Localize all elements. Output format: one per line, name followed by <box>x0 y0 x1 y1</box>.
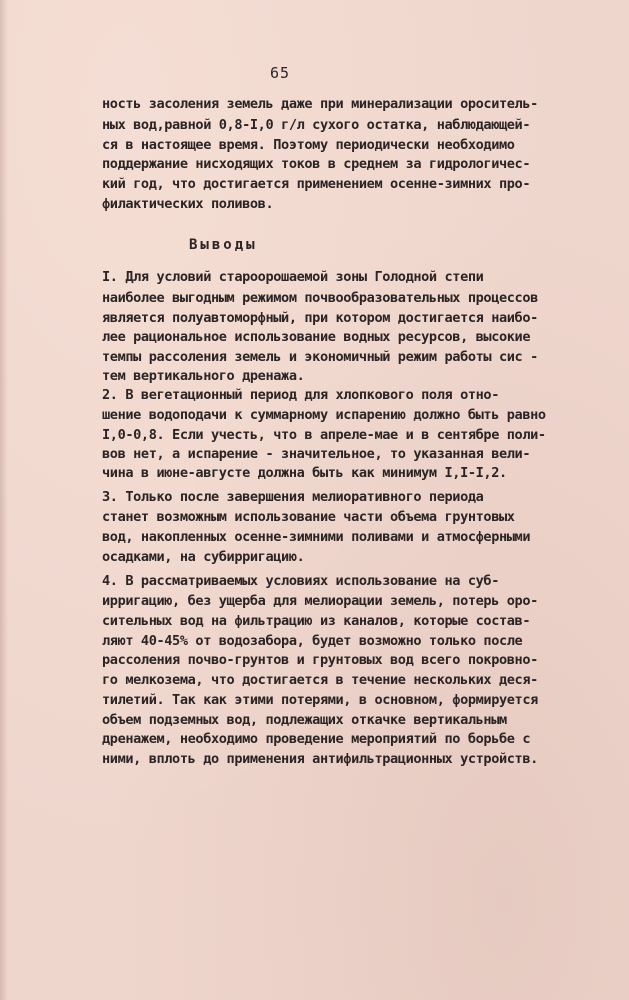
conclusion-line: чина в июне-августе должна быть как минимум I,I-I,2. <box>102 465 507 481</box>
conclusion-line: ирригацию, без ущерба для мелиорации земель, потерь оро- <box>102 593 538 609</box>
page-number: 65 <box>270 64 291 82</box>
conclusion-line: сительных вод на фильтрацию из каналов, которые состав- <box>102 613 531 629</box>
page-edge-shadow <box>0 0 8 1000</box>
conclusion-line: лее рациональное использование водных ресурсов, высокие <box>102 329 531 345</box>
conclusion-line: I,0-0,8. Если учесть, что в апреле-мае и в сентябре поли- <box>102 427 546 443</box>
conclusion-line: осадками, на субирригацию. <box>102 549 305 565</box>
intro-line: кий год, что достигается применением осенне-зимних про- <box>102 176 531 192</box>
conclusion-line: дренажем, необходимо проведение мероприятий по борьбе с <box>102 731 531 747</box>
conclusion-line: 4. В рассматриваемых условиях использование на суб- <box>102 573 499 589</box>
intro-line: ных вод,равной 0,8-I,0 г/л сухого остатка, наблюдающей- <box>102 117 531 133</box>
conclusion-line: ними, вплоть до применения антифильтрационных устройств. <box>102 751 538 767</box>
conclusion-line: станет возможным использование части объема грунтовых <box>102 509 515 525</box>
conclusion-line: I. Для условий староорошаемой зоны Голодной степи <box>102 269 484 285</box>
conclusion-line: 2. В вегетационный период для хлопкового поля отно- <box>102 387 499 403</box>
conclusion-line: темпы рассоления земель и экономичный режим работы сис - <box>102 349 538 365</box>
conclusion-line: наиболее выгодным режимом почвообразовательных процессов <box>102 290 538 306</box>
conclusion-line: вод, накопленных осенне-зимними поливами и атмосферными <box>102 529 531 545</box>
intro-line: поддержание нисходящих токов в среднем за гидрологичес- <box>102 156 531 172</box>
section-heading: Выводы <box>189 237 258 253</box>
conclusion-line: го мелкозема, что достигается в течение нескольких деся- <box>102 672 538 688</box>
conclusion-line: 3. Только после завершения мелиоративного периода <box>102 489 484 505</box>
conclusion-line: шение водоподачи к суммарному испарению должно быть равно <box>102 407 546 423</box>
conclusion-line: вов нет, а испарение - значительное, то указанная вели- <box>102 446 531 462</box>
conclusion-line: рассоления почво-грунтов и грунтовых вод всего покровно- <box>102 652 538 668</box>
conclusion-line: тем вертикального дренажа. <box>102 368 305 384</box>
conclusion-line: ляют 40-45% от водозабора, будет возможно только после <box>102 633 523 649</box>
intro-line: ность засоления земель даже при минерализации ороситель- <box>102 96 538 112</box>
intro-line: филактических поливов. <box>102 196 274 212</box>
conclusion-line: тилетий. Так как этими потерями, в основном, формируется <box>102 692 538 708</box>
conclusion-line: является полуавтоморфный, при котором достигается наибо- <box>102 310 538 326</box>
intro-line: ся в настоящее время. Поэтому периодически необходимо <box>102 137 515 153</box>
conclusion-line: объем подземных вод, подлежащих откачке вертикальным <box>102 712 507 728</box>
